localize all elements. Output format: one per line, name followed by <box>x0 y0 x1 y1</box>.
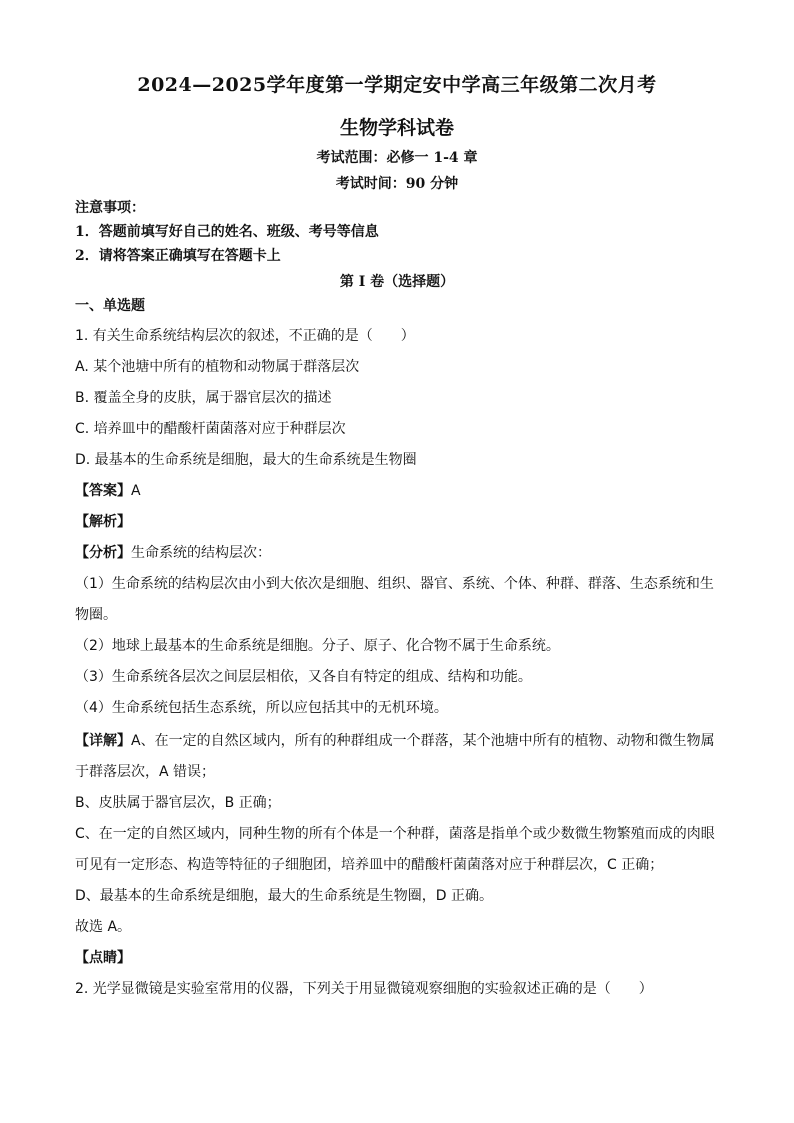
dianjing-label: 【点睛】 <box>75 950 131 966</box>
detail-line: 故选 A。 <box>75 919 132 935</box>
analysis-point: （4）生命系统包括生态系统，所以应包括其中的无机环境。 <box>75 700 448 716</box>
answer-line <box>75 480 725 500</box>
analysis-point: （1）生命系统的结构层次由小到大依次是细胞、组织、器官、系统、个体、种群、群落、生态系统和生 <box>75 576 714 592</box>
detail-text: A、在一定的自然区域内，所有的种群组成一个群落，某个池塘中所有的植物、动物和微生物属 <box>131 733 715 749</box>
detail-line: D、最基本的生命系统是细胞，最大的生命系统是生物圈，D 正确。 <box>75 888 494 904</box>
fenxi-text: 生命系统的结构层次： <box>131 545 271 561</box>
analysis-point: （3）生命系统各层次之间层层相依，又各自有特定的组成、结构和功能。 <box>75 669 532 685</box>
analysis-point: （2）地球上最基本的生命系统是细胞。分子、原子、化合物不属于生命系统。 <box>75 638 560 654</box>
detail-line: B、皮肤属于器官层次，B 正确； <box>75 795 281 811</box>
exam-title: 2024—2025学年度第一学期定安中学高三年级第二次月考 <box>137 74 657 96</box>
answer-label: 【答案】 <box>75 483 131 499</box>
exam-subtitle: 生物学科试卷 <box>339 117 454 139</box>
detail-line: 于群落层次，A 错误； <box>75 764 216 780</box>
question-1-option-c: C. 培养皿中的醋酸杆菌菌落对应于种群层次 <box>75 421 346 437</box>
answer-value: A <box>131 483 141 499</box>
question-1-option-d: D. 最基本的生命系统是细胞，最大的生命系统是生物圈 <box>75 452 417 468</box>
detail-line <box>75 730 725 750</box>
detail-line: C、在一定的自然区域内，同种生物的所有个体是一个种群，菌落是指单个或少数微生物繁殖而成的肉眼 <box>75 826 715 842</box>
analysis-point: 物圈。 <box>75 607 117 623</box>
detail-label: 【详解】 <box>75 733 131 749</box>
detail-line: 可见有一定形态、构造等特征的子细胞团，培养皿中的醋酸杆菌菌落对应于种群层次，C 正确； <box>75 857 664 873</box>
notice-item: 1．答题前填写好自己的姓名、班级、考号等信息 <box>75 224 379 240</box>
exam-scope: 考试范围：必修一 1-4 章 <box>316 150 478 166</box>
question-1-stem: 1. 有关生命系统结构层次的叙述，不正确的是（ ） <box>75 328 415 344</box>
part-heading: 一、单选题 <box>75 298 145 314</box>
fenxi-label: 【分析】 <box>75 545 131 561</box>
notice-heading: 注意事项： <box>75 200 145 216</box>
volume-heading: 第 I 卷（选择题） <box>339 274 455 290</box>
notice-item: 2．请将答案正确填写在答题卡上 <box>75 248 281 264</box>
analysis-label: 【解析】 <box>75 514 131 530</box>
fenxi-line <box>75 542 725 562</box>
question-1-option-b: B. 覆盖全身的皮肤，属于器官层次的描述 <box>75 390 332 406</box>
question-1-option-a: A. 某个池塘中所有的植物和动物属于群落层次 <box>75 359 360 375</box>
question-2-stem: 2. 光学显微镜是实验室常用的仪器，下列关于用显微镜观察细胞的实验叙述正确的是（ ） <box>75 981 653 997</box>
exam-time: 考试时间：90 分钟 <box>335 176 459 192</box>
